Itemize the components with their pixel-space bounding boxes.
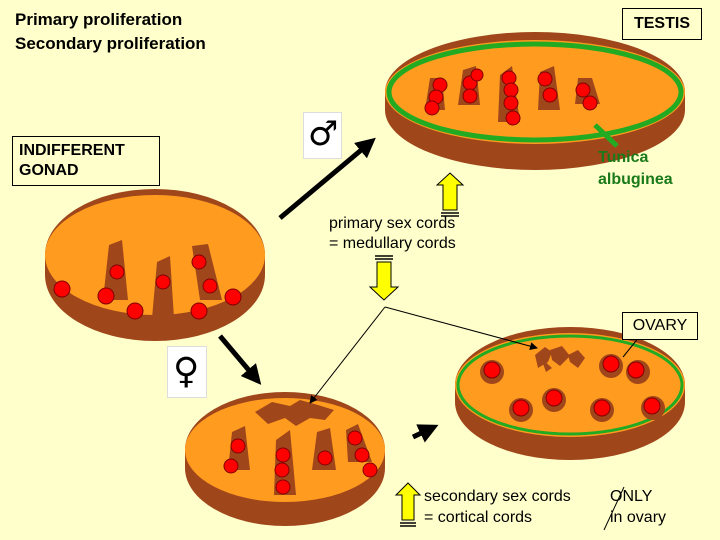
female-symbol: ♀ [173,351,200,392]
female-symbol-box [167,346,207,398]
ovary-label: OVARY [622,312,698,340]
only-line-1: ONLY [610,488,653,505]
indifferent-gonad-label [12,136,160,186]
male-symbol: ♂ [308,114,339,154]
secondary-cords-line-1: secondary sex cords [424,488,571,505]
primary-cords-label [329,214,456,254]
arrow-to-ovary [413,427,434,437]
arrow-to-intermediate [220,336,258,381]
yellow-down-arrow [370,256,398,300]
indifferent-line-2: GONAD [19,162,79,179]
primary-cords-line-1: primary sex cords [329,215,456,232]
tunica-line-1: Tunica [598,149,649,166]
title-line-2: Secondary proliferation [15,34,206,53]
intermediate-gonad [185,392,385,526]
primary-cords-line-2: = medullary cords [329,235,456,252]
tunica-line-2: albuginea [598,171,673,188]
indifferent-gonad [45,189,265,341]
yellow-up-arrow [437,173,463,216]
tunica-albuginea-label [598,147,673,191]
only-in-ovary-label [610,486,666,528]
pointer-to-medullary-remnants [385,307,537,348]
secondary-cords-line-2: = cortical cords [424,509,533,526]
ovary-surface [455,333,685,437]
testis-label: TESTIS [622,8,702,40]
only-line-2: in ovary [610,509,667,526]
secondary-cords-label [424,486,571,528]
ovary-gonad [455,327,685,460]
male-symbol-box [303,112,342,159]
pointer-to-cortical-cords [310,307,385,403]
title-line-1: Primary proliferation [15,10,183,29]
indifferent-line-1: INDIFFERENT [19,142,125,159]
yellow-up-arrow-secondary [396,483,420,526]
